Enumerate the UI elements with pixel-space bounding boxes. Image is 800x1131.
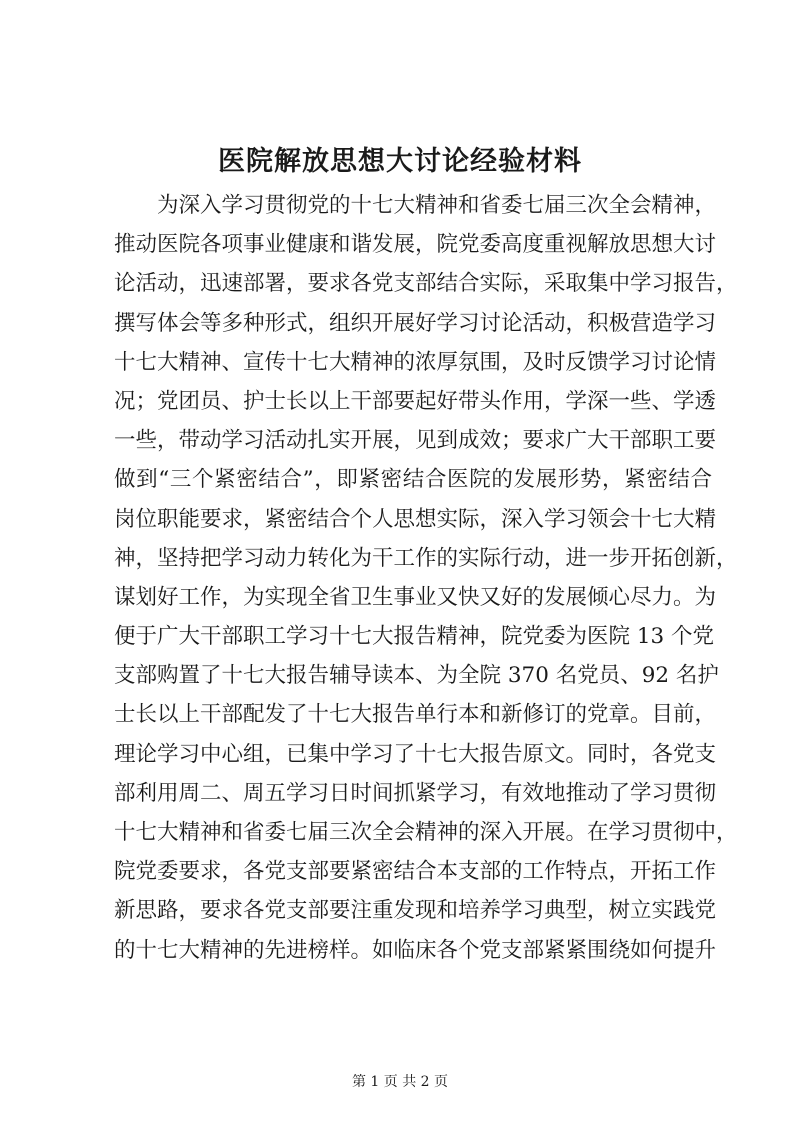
body-line: 士长以上干部配发了十七大报告单行本和新修订的党章。目前， [114,702,717,728]
body-line: 推动医院各项事业健康和谐发展，院党委高度重视解放思想大讨 [114,232,717,258]
body-line: 撰写体会等多种形式，组织开展好学习讨论活动，积极营造学习 [114,310,717,336]
body-line: 理论学习中心组，已集中学习了十七大报告原文。同时，各党支 [114,741,717,767]
page-title: 医院解放思想大讨论经验材料 [218,146,582,177]
body-line: 做到“三个紧密结合”，即紧密结合医院的发展形势，紧密结合 [114,467,712,493]
body-line: 支部购置了十七大报告辅导读本、为全院 370 名党员、92 名护 [114,663,719,689]
body-line: 况；党团员、护士长以上干部要起好带头作用，学深一些、学透 [114,388,717,414]
body-line: 一些，带动学习活动扎实开展，见到成效；要求广大干部职工要 [114,428,717,454]
body-line: 谋划好工作，为实现全省卫生事业又快又好的发展倾心尽力。为 [114,584,717,610]
page-footer: 第 1 页 共 2 页 [351,1074,449,1090]
body-line: 的十七大精神的先进榜样。如临床各个党支部紧紧围绕如何提升 [114,937,717,963]
body-line: 为深入学习贯彻党的十七大精神和省委七届三次全会精神， [114,193,717,218]
body-line: 神，坚持把学习动力转化为干工作的实际行动，进一步开拓创新， [114,545,738,571]
body-line: 便于广大干部职工学习十七大报告精神，院党委为医院 13 个党 [114,624,715,650]
body-line: 新思路，要求各党支部要注重发现和培养学习典型，树立实践党 [114,898,717,924]
body-line: 论活动，迅速部署，要求各党支部结合实际，采取集中学习报告， [114,271,738,297]
body-line: 院党委要求，各党支部要紧密结合本支部的工作特点，开拓工作 [114,859,717,885]
body-line: 十七大精神、宣传十七大精神的浓厚氛围，及时反馈学习讨论情 [114,349,717,375]
body-line: 部利用周二、周五学习日时间抓紧学习，有效地推动了学习贯彻 [114,780,717,806]
body-paragraph [114,186,738,970]
body-line: 岗位职能要求，紧密结合个人思想实际，深入学习领会十七大精 [114,506,717,532]
body-line: 十七大精神和省委七届三次全会精神的深入开展。在学习贯彻中， [114,820,738,845]
